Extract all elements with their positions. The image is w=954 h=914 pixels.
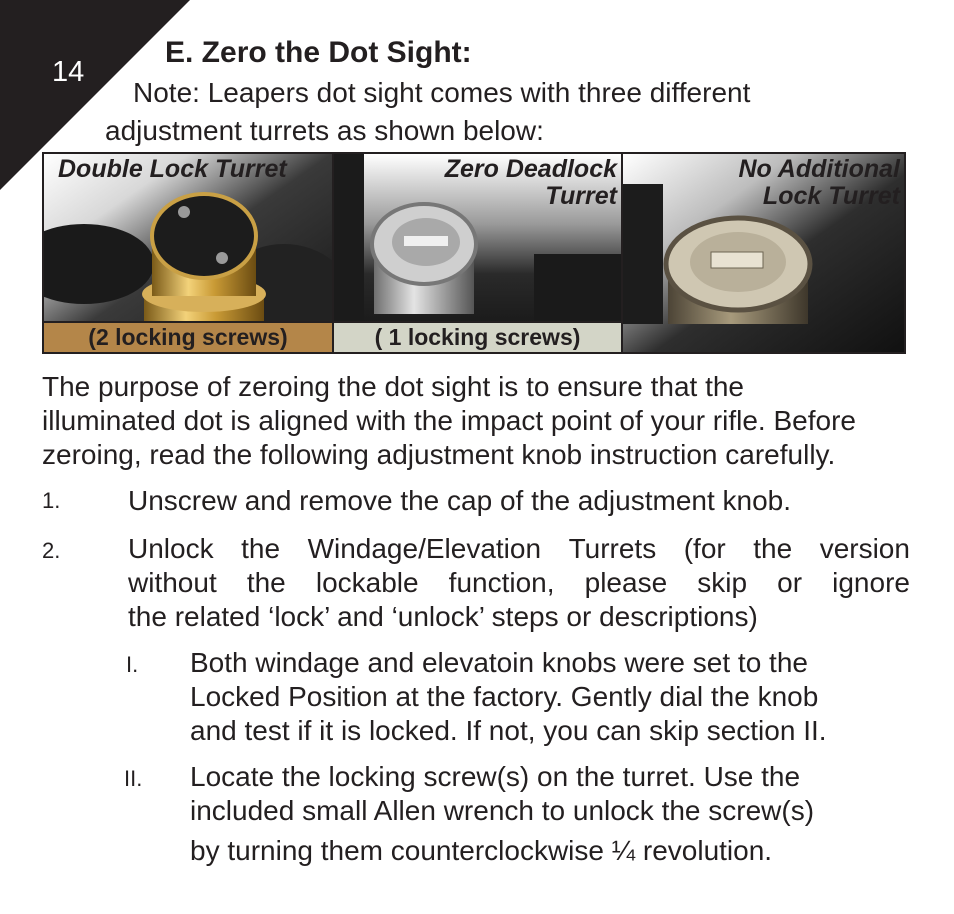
step-number: 2. (42, 538, 61, 563)
word: Unlock (128, 533, 214, 564)
turret-title: Double Lock Turret (58, 155, 287, 183)
turret-caption: (2 locking screws) (44, 321, 332, 352)
intro-line: The purpose of zeroing the dot sight is to ensure that the (42, 371, 744, 402)
step-line: the related ‘lock’ and ‘unlock’ steps or descriptions) (128, 601, 758, 632)
intro-paragraph (42, 370, 912, 472)
word: version (819, 533, 910, 564)
word: without (128, 567, 217, 598)
word: lockable (315, 567, 419, 598)
word: the (753, 533, 793, 564)
turret-panel-double-lock (44, 154, 332, 352)
step-line (128, 566, 910, 600)
section-heading: E. Zero the Dot Sight: (165, 36, 472, 69)
word: please (584, 567, 668, 598)
word: the (246, 567, 286, 598)
step-text: Unscrew and remove the cap of the adjustment knob. (128, 485, 792, 516)
word: the (241, 533, 281, 564)
turret-title: Zero Deadlock Turret (444, 155, 617, 210)
step-line (128, 532, 910, 566)
intro-line: illuminated dot is aligned with the impact point of your rifle. Before (42, 405, 856, 436)
turret-caption: ( 1 locking screws) (334, 321, 621, 352)
note-line-2: adjustment turrets as shown below: (105, 115, 544, 146)
turret-photo-strip (42, 152, 906, 354)
word: skip (697, 567, 748, 598)
substep-number: I. (126, 652, 139, 677)
substep-number: II. (124, 766, 143, 791)
step-text (128, 532, 910, 634)
turret-panel-zero-deadlock (332, 154, 621, 352)
word: ignore (832, 567, 910, 598)
step-number: 1. (42, 488, 61, 513)
word: Turrets (568, 533, 657, 564)
word: or (777, 567, 803, 598)
substep-text: Both windage and elevatoin knobs were set to the Locked Position at the factory. Gently dial the knob and test if it is locked. If not, you can skip section II. (190, 647, 827, 746)
turret-title: No Additional Lock Turret (738, 155, 900, 210)
word: (for (683, 533, 726, 564)
turret-panel-no-additional-lock (621, 154, 904, 352)
word: Windage/Elevation (307, 533, 542, 564)
word: function, (448, 567, 555, 598)
note-line-1: Note: Leapers dot sight comes with three different (133, 77, 751, 108)
intro-line: zeroing, read the following adjustment knob instruction carefully. (42, 439, 836, 470)
substep-text: Locate the locking screw(s) on the turret. Use the included small Allen wrench to unlock the screw(s) by turning them counterclockwise ¼ revolution. (190, 761, 815, 866)
page-number: 14 (52, 56, 85, 88)
